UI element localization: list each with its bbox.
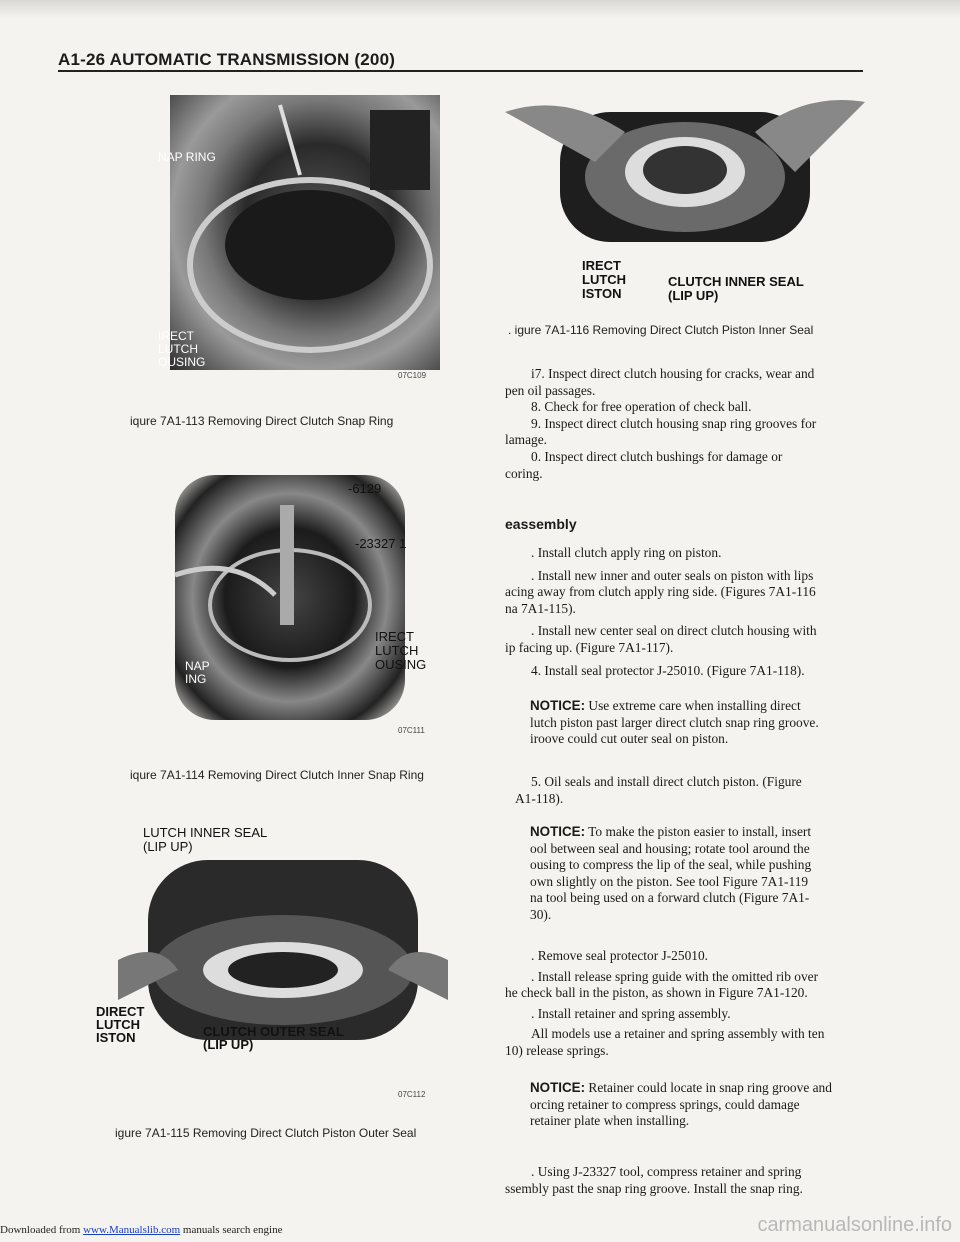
label-snap-ring: NAP RING	[158, 150, 216, 164]
text-line: . Install new center seal on direct clutch housing with	[531, 623, 817, 639]
label-tool-23327: -23327 1	[355, 536, 407, 551]
text-line: i7. Inspect direct clutch housing for cracks, wear and	[531, 366, 815, 381]
text-line: All models use a retainer and spring assembly with ten	[531, 1026, 825, 1042]
text-line: . Install release spring guide with the omitted rib over	[531, 968, 819, 984]
figure-114-code: 07C111	[398, 726, 425, 735]
notice-label: NOTICE:	[530, 698, 586, 713]
reassembly-steps-1-4	[505, 545, 865, 679]
text-line: . Using J-23327 tool, compress retainer and spring	[531, 1164, 802, 1179]
notice-3	[530, 1080, 870, 1130]
text-line: . Remove seal protector J-25010.	[531, 948, 709, 963]
notice-2	[530, 824, 870, 924]
text-line: . Install clutch apply ring on piston.	[531, 545, 722, 560]
figure-116-caption: . igure 7A1-116 Removing Direct Clutch Piston Inner Seal	[508, 323, 814, 337]
figure-115-code: 07C112	[398, 1090, 426, 1099]
label-snap-ring-114: NAP ING	[185, 659, 210, 686]
figure-115-caption: igure 7A1-115 Removing Direct Clutch Piston Outer Seal	[115, 1126, 417, 1140]
text-line: coring.	[505, 465, 543, 481]
reassembly-step-9	[505, 1164, 865, 1197]
footer-link[interactable]: www.Manualslib.com	[83, 1224, 181, 1236]
notice-1-line-1: NOTICE: Use extreme care when installing direct	[530, 698, 801, 713]
text-line: ip facing up. (Figure 7A1-117).	[505, 639, 674, 655]
text-line: lamage.	[505, 432, 548, 448]
top-shading	[0, 0, 960, 18]
figure-116-photo	[505, 92, 865, 262]
label-inner-seal-116: CLUTCH INNER SEAL (LIP UP)	[668, 274, 804, 303]
text-line: 30).	[530, 906, 552, 922]
footer-prefix: Downloaded from	[0, 1224, 84, 1236]
watermark: carmanualsonline.info	[757, 1214, 952, 1236]
figure-113-photo	[158, 95, 440, 370]
text-line: ssembly past the snap ring groove. Install the snap ring.	[505, 1180, 803, 1196]
text-line: retainer plate when installing.	[530, 1113, 690, 1129]
text-line: orcing retainer to compress springs, could damage	[530, 1096, 800, 1112]
text-line: na tool being used on a forward clutch (Figure 7A1-	[530, 890, 810, 906]
label-direct-clutch-housing-114: IRECT LUTCH OUSING	[375, 629, 427, 672]
text-line: . Install retainer and spring assembly.	[531, 1005, 731, 1021]
notice-2-line-1: NOTICE: To make the piston easier to install, insert	[530, 824, 812, 839]
figure-113-caption: iqure 7A1-113 Removing Direct Clutch Snap Ring	[130, 414, 394, 428]
notice-3-line-1: NOTICE: Retainer could locate in snap ring groove and	[530, 1080, 832, 1095]
text-line: 10) release springs.	[505, 1042, 609, 1058]
section-reassembly-title: eassembly	[505, 516, 577, 532]
reassembly-step-5	[505, 774, 865, 807]
label-outer-seal-115: CLUTCH OUTER SEAL (LIP UP)	[203, 1024, 344, 1052]
figure-114-caption: iqure 7A1-114 Removing Direct Clutch Inner Snap Ring	[130, 768, 424, 782]
label-direct-clutch-housing: IRECT LUTCH OUSING	[158, 329, 206, 369]
label-tool-6129: -6129	[348, 481, 382, 496]
figure-115-photo	[96, 820, 448, 1060]
notice-label: NOTICE:	[530, 824, 586, 839]
text-line: he check ball in the piston, as shown in Figure 7A1-120.	[505, 985, 808, 1001]
text-line: 0. Inspect direct clutch bushings for damage or	[531, 448, 783, 464]
figure-114-photo	[175, 475, 405, 720]
text-line: acing away from clutch apply ring side. (Figures 7A1-116	[505, 584, 816, 600]
text-line: ool between seal and housing; rotate tool around the	[530, 840, 810, 856]
housing-drawing	[170, 95, 440, 370]
text-line: ousing to compress the lip of the seal, while pushing	[530, 857, 812, 873]
notice-label: NOTICE:	[530, 1080, 586, 1095]
piston-inner-seal-drawing	[505, 92, 865, 262]
label-inner-seal-115: LUTCH INNER SEAL (LIP UP)	[143, 825, 268, 854]
text-line: na 7A1-115).	[505, 600, 576, 616]
text-line: iroove could cut outer seal on piston.	[530, 731, 729, 747]
text-line: . Install new inner and outer seals on piston with lips	[531, 567, 814, 583]
text-line: 8. Check for free operation of check ball.	[531, 399, 752, 415]
page-header: A1-26 AUTOMATIC TRANSMISSION (200)	[58, 50, 396, 69]
text-line: pen oil passages.	[505, 382, 596, 398]
reassembly-steps-6-8	[505, 948, 865, 1060]
label-direct-clutch-piston-115: DIRECT LUTCH ISTON	[96, 1004, 145, 1045]
footer	[0, 1224, 282, 1236]
header-rule	[58, 70, 863, 72]
text-line: lutch piston past larger direct clutch snap ring groove.	[530, 714, 819, 730]
text-line: 4. Install seal protector J-25010. (Figure 7A1-118).	[531, 662, 805, 678]
footer-suffix: manuals search engine	[180, 1224, 283, 1236]
text-line: 9. Inspect direct clutch housing snap ring grooves for	[531, 415, 817, 431]
text-line: 5. Oil seals and install direct clutch piston. (Figure	[531, 774, 802, 789]
label-direct-clutch-piston-116: IRECT LUTCH ISTON	[582, 258, 627, 301]
figure-113-code: 07C109	[398, 371, 427, 380]
text-line: A1-118).	[515, 790, 564, 806]
notice-1	[530, 698, 870, 748]
inspection-steps	[505, 366, 865, 482]
text-line: own slightly on the piston. See tool Figure 7A1-119	[530, 873, 809, 889]
